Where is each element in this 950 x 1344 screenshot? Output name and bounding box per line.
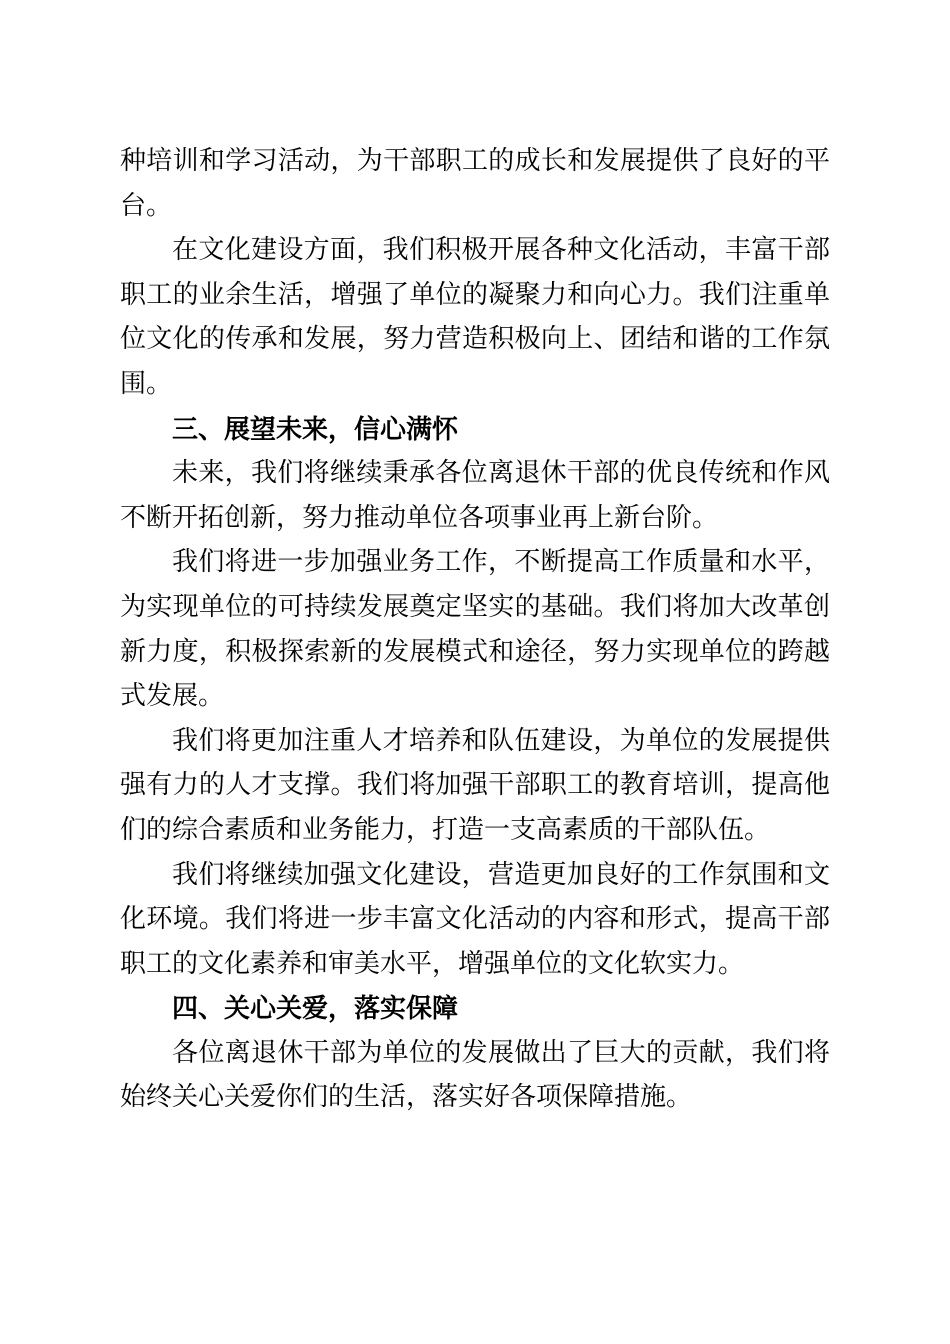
section-heading: 三、展望未来，信心满怀: [172, 413, 459, 444]
body-paragraph: 我们将继续加强文化建设，营造更加良好的工作氛围和文化环境。我们将进一步丰富文化活动的内容和形式，提高干部职工的文化素养和审美水平，增强单位的文化软实力。: [120, 859, 830, 978]
body-paragraph: 各位离退休干部为单位的发展做出了巨大的贡献，我们将始终关心关爱你们的生活，落实好各项保障措施。: [120, 1037, 830, 1112]
section-heading: 四、关心关爱，落实保障: [172, 993, 459, 1024]
body-paragraph: 种培训和学习活动，为干部职工的成长和发展提供了良好的平台。: [120, 146, 830, 220]
body-paragraph: 我们将更加注重人才培养和队伍建设，为单位的发展提供强有力的人才支撑。我们将加强干部职工的教育培训，提高他们的综合素质和业务能力，打造一支高素质的干部队伍。: [120, 725, 830, 844]
body-paragraph: 我们将进一步加强业务工作，不断提高工作质量和水平，为实现单位的可持续发展奠定坚实的基础。我们将加大改革创新力度，积极探索新的发展模式和途径，努力实现单位的跨越式发展。: [120, 547, 830, 711]
body-paragraph: 在文化建设方面，我们积极开展各种文化活动，丰富干部职工的业余生活，增强了单位的凝聚力和向心力。我们注重单位文化的传承和发展，努力营造积极向上、团结和谐的工作氛围。: [120, 235, 830, 398]
document-content: [120, 139, 830, 1120]
body-paragraph: 未来，我们将继续秉承各位离退休干部的优良传统和作风不断开拓创新，努力推动单位各项事业再上新台阶。: [120, 458, 830, 532]
